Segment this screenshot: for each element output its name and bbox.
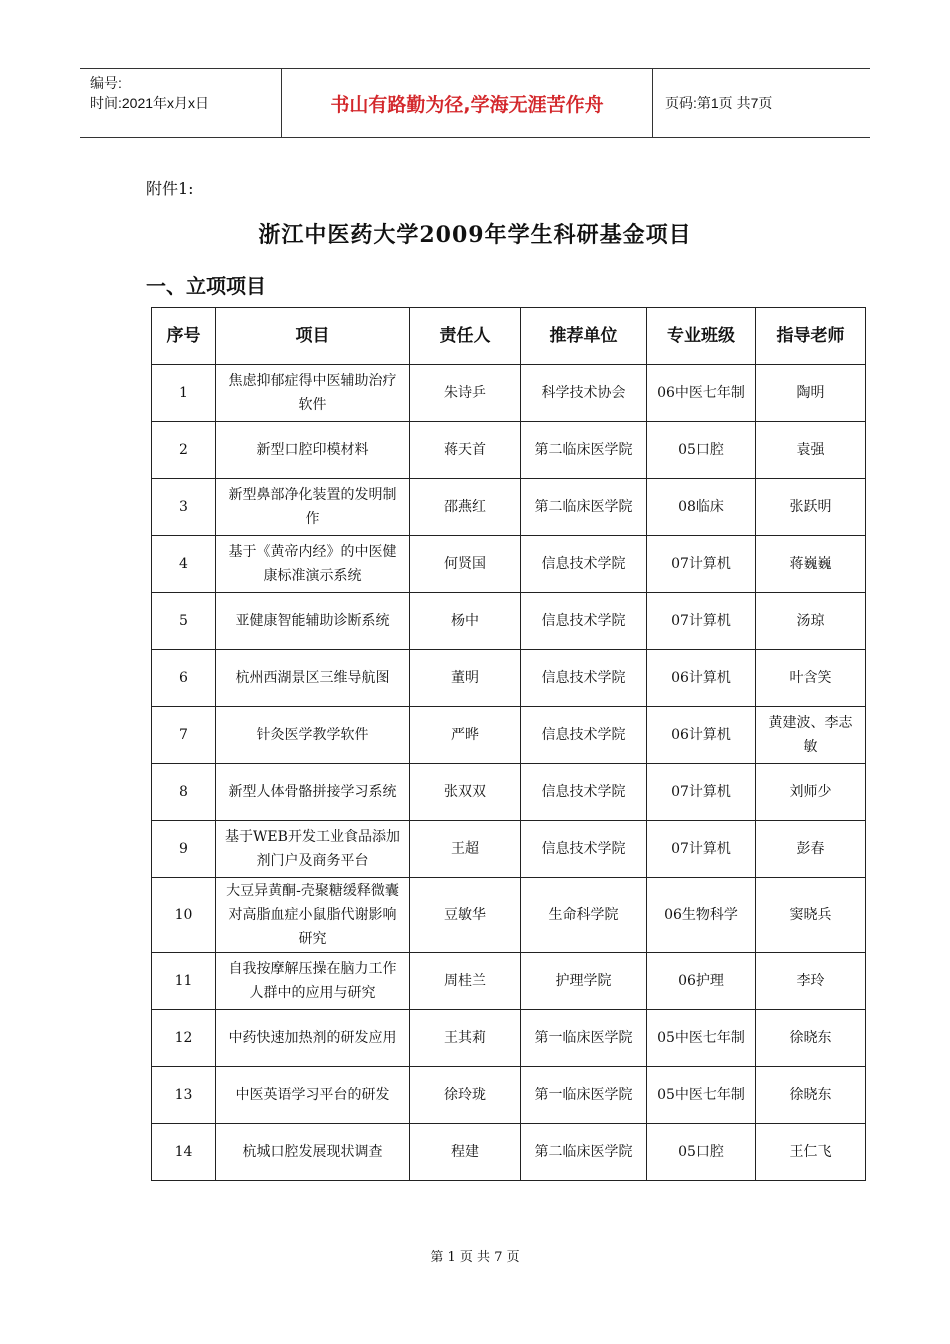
cell-leader: 朱诗乒 xyxy=(410,365,521,422)
cell-project: 新型人体骨骼拼接学习系统 xyxy=(216,764,410,821)
header-project: 项目 xyxy=(216,308,410,365)
cell-advisor: 陶明 xyxy=(756,365,866,422)
cell-project: 亚健康智能辅助诊断系统 xyxy=(216,593,410,650)
cell-project: 杭州西湖景区三维导航图 xyxy=(216,650,410,707)
cell-index: 3 xyxy=(152,479,216,536)
attachment-label: 附件1: xyxy=(146,179,194,198)
table-row xyxy=(152,707,866,764)
cell-index: 2 xyxy=(152,422,216,479)
cell-class: 06生物科学 xyxy=(647,878,756,953)
table-row xyxy=(152,1124,866,1181)
cell-unit: 信息技术学院 xyxy=(521,536,647,593)
cell-leader: 何贤国 xyxy=(410,536,521,593)
header-unit: 推荐单位 xyxy=(521,308,647,365)
cell-unit: 信息技术学院 xyxy=(521,650,647,707)
cell-unit: 第一临床医学院 xyxy=(521,1067,647,1124)
cell-unit: 信息技术学院 xyxy=(521,764,647,821)
cell-class: 07计算机 xyxy=(647,593,756,650)
table-row xyxy=(152,821,866,878)
table-row xyxy=(152,593,866,650)
time-label: 时间:2021年x月x日 xyxy=(90,95,210,111)
cell-class: 06护理 xyxy=(647,953,756,1010)
cell-project: 新型口腔印模材料 xyxy=(216,422,410,479)
cell-index: 5 xyxy=(152,593,216,650)
cell-project: 针灸医学教学软件 xyxy=(216,707,410,764)
table-row xyxy=(152,536,866,593)
cell-leader: 严晔 xyxy=(410,707,521,764)
cell-class: 07计算机 xyxy=(647,764,756,821)
cell-index: 1 xyxy=(152,365,216,422)
cell-unit: 信息技术学院 xyxy=(521,707,647,764)
header-index: 序号 xyxy=(152,308,216,365)
table-row xyxy=(152,650,866,707)
table-row xyxy=(152,422,866,479)
cell-class: 07计算机 xyxy=(647,821,756,878)
header-page-info: 页码:第1页 共7页 xyxy=(665,95,773,111)
table-row xyxy=(152,953,866,1010)
table-row xyxy=(152,878,866,953)
cell-advisor: 叶含笑 xyxy=(756,650,866,707)
cell-leader: 张双双 xyxy=(410,764,521,821)
header-motto: 书山有路勤为径,学海无涯苦作舟 xyxy=(282,69,653,137)
cell-leader: 蒋天首 xyxy=(410,422,521,479)
header-class: 专业班级 xyxy=(647,308,756,365)
section-heading: 一、立项项目 xyxy=(146,274,266,298)
cell-advisor: 徐晓东 xyxy=(756,1010,866,1067)
cell-advisor: 刘师少 xyxy=(756,764,866,821)
cell-index: 10 xyxy=(152,878,216,953)
cell-unit: 科学技术协会 xyxy=(521,365,647,422)
cell-project: 大豆异黄酮-壳聚糖缓释微囊对高脂血症小鼠脂代谢影响研究 xyxy=(216,878,410,953)
cell-advisor: 徐晓东 xyxy=(756,1067,866,1124)
cell-leader: 王其莉 xyxy=(410,1010,521,1067)
cell-project: 自我按摩解压操在脑力工作人群中的应用与研究 xyxy=(216,953,410,1010)
cell-class: 05口腔 xyxy=(647,422,756,479)
table-row xyxy=(152,764,866,821)
cell-class: 06计算机 xyxy=(647,707,756,764)
cell-leader: 杨中 xyxy=(410,593,521,650)
cell-index: 14 xyxy=(152,1124,216,1181)
cell-advisor: 李玲 xyxy=(756,953,866,1010)
cell-advisor: 王仁飞 xyxy=(756,1124,866,1181)
cell-leader: 邵燕红 xyxy=(410,479,521,536)
cell-class: 06计算机 xyxy=(647,650,756,707)
table-row xyxy=(152,1067,866,1124)
cell-class: 06中医七年制 xyxy=(647,365,756,422)
cell-advisor: 张跃明 xyxy=(756,479,866,536)
cell-project: 新型鼻部净化装置的发明制作 xyxy=(216,479,410,536)
cell-advisor: 袁强 xyxy=(756,422,866,479)
table-row xyxy=(152,1010,866,1067)
header-leader: 责任人 xyxy=(410,308,521,365)
cell-project: 中医英语学习平台的研发 xyxy=(216,1067,410,1124)
cell-unit: 第二临床医学院 xyxy=(521,479,647,536)
cell-leader: 董明 xyxy=(410,650,521,707)
cell-class: 05口腔 xyxy=(647,1124,756,1181)
cell-advisor: 黄建波、李志敏 xyxy=(756,707,866,764)
cell-advisor: 窦晓兵 xyxy=(756,878,866,953)
cell-index: 7 xyxy=(152,707,216,764)
table-row xyxy=(152,479,866,536)
cell-index: 12 xyxy=(152,1010,216,1067)
cell-class: 05中医七年制 xyxy=(647,1010,756,1067)
cell-class: 08临床 xyxy=(647,479,756,536)
cell-unit: 生命科学院 xyxy=(521,878,647,953)
cell-unit: 第二临床医学院 xyxy=(521,422,647,479)
projects-table xyxy=(151,307,866,1181)
cell-index: 6 xyxy=(152,650,216,707)
cell-leader: 豆敏华 xyxy=(410,878,521,953)
cell-project: 中药快速加热剂的研发应用 xyxy=(216,1010,410,1067)
cell-unit: 护理学院 xyxy=(521,953,647,1010)
cell-class: 07计算机 xyxy=(647,536,756,593)
cell-index: 13 xyxy=(152,1067,216,1124)
cell-leader: 徐玲珑 xyxy=(410,1067,521,1124)
table-row xyxy=(152,365,866,422)
cell-leader: 周桂兰 xyxy=(410,953,521,1010)
cell-project: 基于《黄帝内经》的中医健康标准演示系统 xyxy=(216,536,410,593)
cell-leader: 程建 xyxy=(410,1124,521,1181)
document-title: 浙江中医药大学2009年学生科研基金项目 xyxy=(258,222,692,248)
cell-index: 4 xyxy=(152,536,216,593)
code-label: 编号: xyxy=(90,75,122,91)
cell-unit: 第二临床医学院 xyxy=(521,1124,647,1181)
table-header-row xyxy=(152,308,866,365)
cell-project: 基于WEB开发工业食品添加剂门户及商务平台 xyxy=(216,821,410,878)
cell-advisor: 汤琼 xyxy=(756,593,866,650)
header-meta xyxy=(80,69,282,137)
document-header xyxy=(80,68,870,138)
cell-unit: 信息技术学院 xyxy=(521,593,647,650)
cell-advisor: 蒋巍巍 xyxy=(756,536,866,593)
cell-index: 11 xyxy=(152,953,216,1010)
cell-unit: 第一临床医学院 xyxy=(521,1010,647,1067)
cell-project: 焦虑抑郁症得中医辅助治疗软件 xyxy=(216,365,410,422)
cell-class: 05中医七年制 xyxy=(647,1067,756,1124)
cell-project: 杭城口腔发展现状调查 xyxy=(216,1124,410,1181)
cell-advisor: 彭春 xyxy=(756,821,866,878)
cell-index: 9 xyxy=(152,821,216,878)
cell-unit: 信息技术学院 xyxy=(521,821,647,878)
header-advisor: 指导老师 xyxy=(756,308,866,365)
cell-index: 8 xyxy=(152,764,216,821)
page-footer: 第 1 页 共 7 页 xyxy=(430,1250,520,1265)
cell-leader: 王超 xyxy=(410,821,521,878)
